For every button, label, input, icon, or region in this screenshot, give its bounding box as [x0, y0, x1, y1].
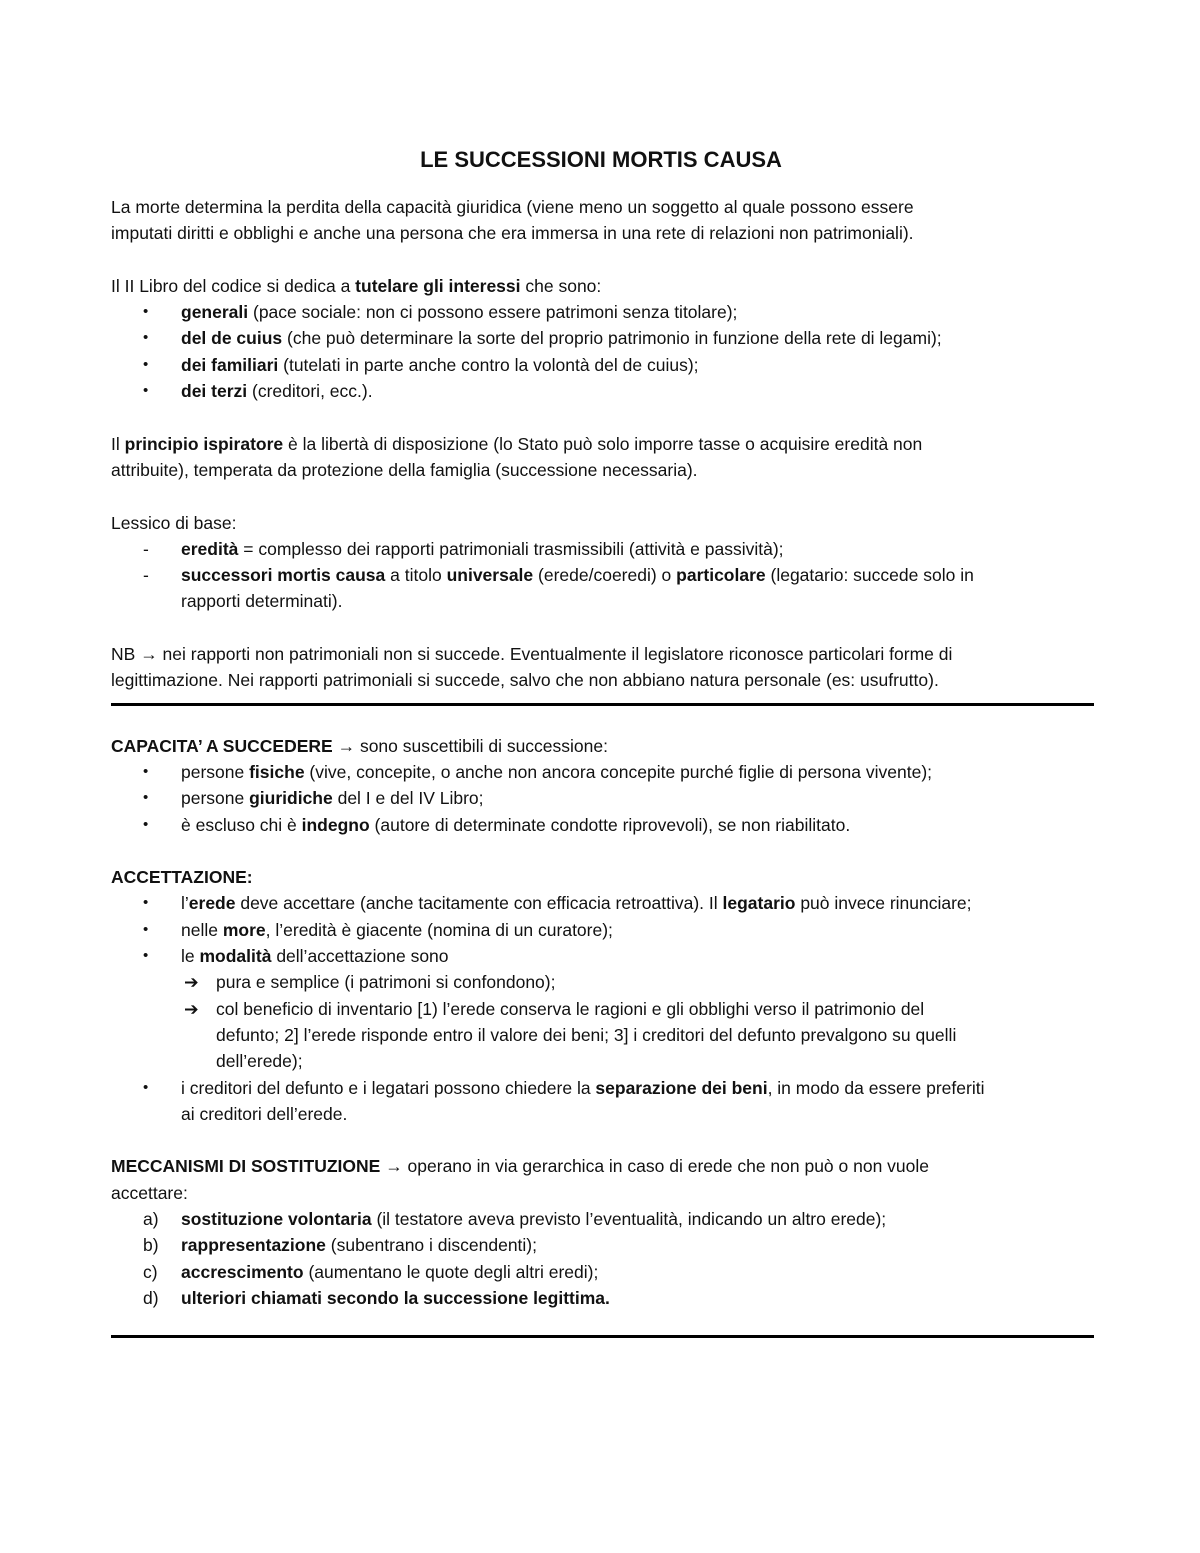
text-bold: principio ispiratore: [124, 433, 284, 454]
text: deve accettare (anche tacitamente con efficacia retroattiva). Il: [235, 893, 723, 914]
text-bold: accrescimento: [181, 1261, 304, 1282]
text: l’: [181, 893, 189, 914]
bullet-icon: •: [143, 947, 149, 965]
list-marker: c): [143, 1261, 158, 1282]
text: (il testatore aveva previsto l’eventualità, indicando un altro erede);: [371, 1208, 887, 1229]
list-marker: a): [143, 1208, 159, 1229]
list-item: [111, 1259, 1091, 1285]
list-item: [111, 325, 1091, 351]
bullet-icon: •: [143, 382, 149, 400]
text: (che può determinare la sorte del proprio patrimonio in funzione della rete di legami);: [282, 328, 942, 349]
text: Il II Libro del codice si dedica a: [111, 275, 356, 296]
text: a titolo: [385, 565, 447, 586]
list-item: [111, 890, 1091, 916]
list-item: [111, 943, 1091, 969]
list-item: [111, 1232, 1091, 1258]
sub-list-item-continuation: dell’erede);: [216, 1051, 303, 1072]
text: è escluso chi è: [181, 814, 302, 835]
principio-paragraph-line: [111, 431, 1091, 457]
text-bold: ulteriori chiamati secondo la successione legittima.: [181, 1287, 610, 1308]
text-bold: particolare: [676, 565, 766, 586]
sub-list-item: [111, 969, 1091, 995]
text: pura e semplice (i patrimoni si confondono);: [216, 972, 556, 993]
list-item: [111, 1285, 1091, 1311]
section-heading: CAPACITA’ A SUCCEDERE: [111, 735, 333, 756]
text-bold: sostituzione volontaria: [181, 1208, 372, 1229]
list-item: [111, 352, 1091, 378]
text: persone: [181, 761, 250, 782]
list-item: [111, 812, 1091, 838]
text: le: [181, 946, 200, 967]
text: Il: [111, 433, 125, 454]
text: (creditori, ecc.).: [247, 381, 373, 402]
text: (aumentano le quote degli altri eredi);: [303, 1261, 599, 1282]
bullet-icon: •: [143, 762, 149, 780]
lessico-heading: Lessico di base:: [111, 512, 237, 533]
text-bold: separazione dei beni: [595, 1077, 768, 1098]
text-bold: modalità: [199, 946, 272, 967]
text: nei rapporti non patrimoniali non si succede. Eventualmente il legislatore riconosce particolari forme di: [157, 644, 953, 665]
text: persone: [181, 788, 250, 809]
text: , in modo da essere preferiti: [767, 1077, 985, 1098]
text-bold: universale: [446, 565, 534, 586]
text: operano in via gerarchica in caso di erede che non può o non vuole: [402, 1156, 930, 1177]
arrow-bullet-icon: ➔: [184, 972, 199, 993]
list-item: [111, 917, 1091, 943]
text: del I e del IV Libro;: [332, 788, 484, 809]
principio-paragraph-line: attribuite), temperata da protezione della famiglia (successione necessaria).: [111, 459, 698, 480]
text-bold: more: [222, 919, 266, 940]
text-bold: eredità: [181, 538, 239, 559]
bullet-icon: •: [143, 894, 149, 912]
text-bold: legatario: [722, 893, 796, 914]
sub-list-item-continuation: defunto; 2] l’erede risponde entro il valore dei beni; 3] i creditori del defunto prevalgono su quelli: [216, 1024, 957, 1045]
text-bold: fisiche: [249, 761, 305, 782]
text-bold: dei terzi: [181, 381, 248, 402]
list-item: [111, 1206, 1091, 1232]
list-item-continuation: ai creditori dell’erede.: [181, 1103, 348, 1124]
bullet-icon: •: [143, 920, 149, 938]
text: i creditori del defunto e i legatari possono chiedere la: [181, 1077, 596, 1098]
nb-paragraph-line: legittimazione. Nei rapporti patrimoniali si succede, salvo che non abbiano natura personale (es: usufrutto).: [111, 670, 939, 691]
text-bold: dei familiari: [181, 354, 279, 375]
document-title: LE SUCCESSIONI MORTIS CAUSA: [420, 147, 782, 172]
text-bold: del de cuius: [181, 328, 283, 349]
list-item-continuation: rapporti determinati).: [181, 591, 343, 612]
text: (pace sociale: non ci possono essere patrimoni senza titolare);: [248, 302, 738, 323]
text: (tutelati in parte anche contro la volontà del de cuius);: [278, 354, 699, 375]
dash-marker: -: [143, 565, 149, 586]
text: (autore di determinate condotte riprovevoli), se non riabilitato.: [369, 814, 851, 835]
list-item: [111, 299, 1091, 325]
text-bold: indegno: [301, 814, 370, 835]
section-divider: [111, 703, 1094, 706]
section-heading: MECCANISMI DI SOSTITUZIONE: [111, 1156, 381, 1177]
text: (vive, concepite, o anche non ancora concepite purché figlie di persona vivente);: [304, 761, 933, 782]
nb-paragraph-line: [111, 641, 1091, 667]
capacita-heading-line: [111, 733, 1091, 759]
text: col beneficio di inventario [1) l’erede conserva le ragioni e gli obblighi verso il patrimonio del: [216, 998, 925, 1019]
text-bold: erede: [188, 893, 236, 914]
nb-label: NB: [111, 644, 136, 665]
dash-marker: -: [143, 538, 149, 559]
list-item: [111, 785, 1091, 811]
text-bold: tutelare gli interessi: [355, 275, 521, 296]
list-item: [111, 562, 1091, 588]
list-item: [111, 378, 1091, 404]
text: sono suscettibili di successione:: [355, 735, 608, 756]
bullet-icon: •: [143, 355, 149, 373]
list-item: [111, 1075, 1091, 1101]
bullet-icon: •: [143, 815, 149, 833]
bullet-icon: •: [143, 303, 149, 321]
text: è la libertà di disposizione (lo Stato può solo imporre tasse o acquisire eredità non: [283, 433, 923, 454]
text: che sono:: [520, 275, 602, 296]
sub-list-item: [111, 996, 1091, 1022]
libro-intro-line: [111, 273, 1091, 299]
text: può invece rinunciare;: [795, 893, 972, 914]
section-divider: [111, 1335, 1094, 1338]
arrow-bullet-icon: ➔: [184, 998, 199, 1019]
text-bold: rappresentazione: [181, 1235, 326, 1256]
text: (legatario: succede solo in: [765, 565, 974, 586]
text-bold: giuridiche: [249, 788, 333, 809]
intro-paragraph-line: La morte determina la perdita della capacità giuridica (viene meno un soggetto al quale possono essere: [111, 197, 914, 217]
text: nelle: [181, 919, 223, 940]
text: dell’accettazione sono: [271, 946, 449, 967]
text-bold: generali: [181, 302, 249, 323]
bullet-icon: •: [143, 789, 149, 807]
arrow-icon: →: [385, 1156, 403, 1177]
document-page: [111, 140, 1091, 1338]
arrow-icon: →: [337, 735, 356, 756]
list-marker: b): [143, 1235, 159, 1256]
meccanismi-intro-continuation: accettare:: [111, 1182, 188, 1203]
list-marker: d): [143, 1287, 159, 1308]
text: , l’eredità è giacente (nomina di un curatore);: [265, 919, 613, 940]
bullet-icon: •: [143, 1078, 149, 1096]
intro-paragraph-line: imputati diritti e obblighi e anche una persona che era immersa in una rete di relazioni non patrimoniali).: [111, 223, 914, 244]
list-item: [111, 536, 1091, 562]
meccanismi-heading-line: [111, 1153, 1091, 1179]
bullet-icon: •: [143, 329, 149, 347]
text: = complesso dei rapporti patrimoniali trasmissibili (attività e passività);: [238, 538, 784, 559]
accettazione-heading: ACCETTAZIONE:: [111, 867, 253, 888]
list-item: [111, 759, 1091, 785]
arrow-icon: →: [140, 644, 158, 665]
text-bold: successori mortis causa: [181, 565, 386, 586]
text: (erede/coeredi) o: [533, 565, 677, 586]
text: (subentrano i discendenti);: [325, 1235, 537, 1256]
